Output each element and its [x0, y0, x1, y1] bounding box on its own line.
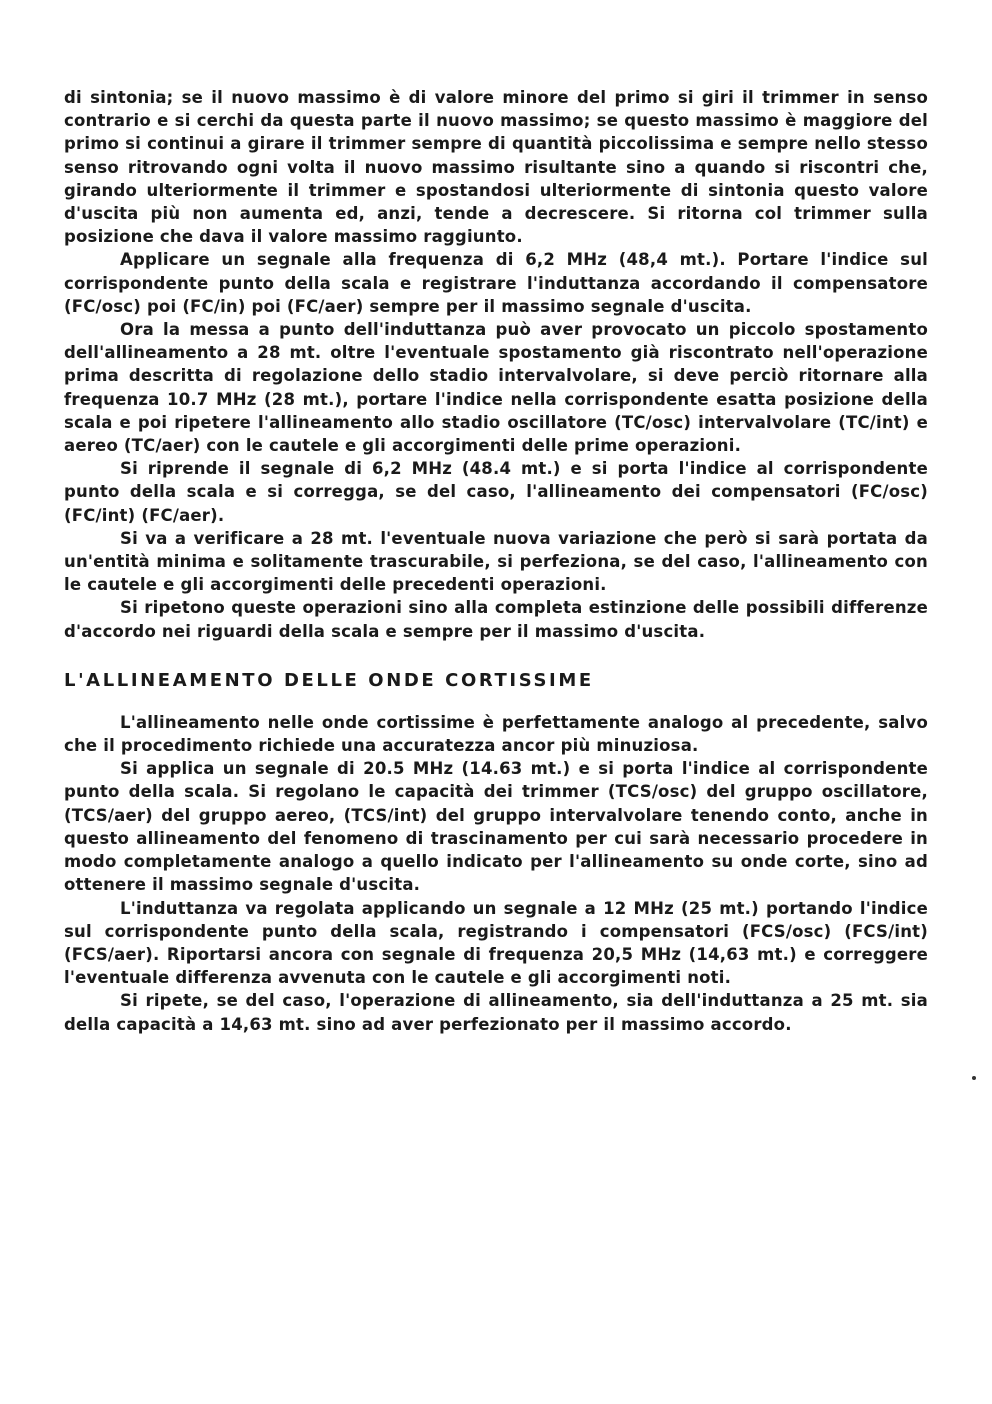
paragraph-2: Applicare un segnale alla frequenza di 6,2 MHz (48,4 mt.). Portare l'indice sul corrispondente punto della scala e registrare l'induttanza accordando il compensatore (FC/osc) poi (FC/in) poi (FC/aer) sempre per il massimo segnale d'uscita. — [64, 250, 928, 316]
scan-speck — [972, 1076, 976, 1080]
paragraph-4: Si riprende il segnale di 6,2 MHz (48.4 mt.) e si porta l'indice al corrispondente punto della scala e si corregga, se del caso, l'allineamento dei compensatori (FC/osc) (FC/int) (FC/aer). — [64, 459, 928, 525]
paragraph-8: Si applica un segnale di 20.5 MHz (14.63 mt.) e si porta l'indice al corrispondente punto della scala. Si regolano le capacità dei trimmer (TCS/osc) del gruppo oscillatore, (TCS/aer) del gruppo aereo, (TCS/int) del gruppo intervalvolare tenendo conto, anche in questo allineamento del fenomeno di trascinamento per cui sarà necessario procedere in modo completamente analogo a quello indicato per l'allineamento su onde corte, sino ad ottenere il massimo segnale d'uscita. — [64, 759, 928, 895]
paragraph-1: di sintonia; se il nuovo massimo è di valore minore del primo si giri il trimmer in senso contrario e si cerchi da questa parte il nuovo massimo; se questo massimo è maggiore del primo si continui a girare il trimmer sempre di quantità piccolissima e sempre nello stesso senso ritrovando ogni volta il nuovo massimo risultante sino a quando si riscontri che, girando ulteriormente il trimmer e spostandosi ulteriormente di sintonia questo valore d'uscita più non aumenta ed, anzi, tende a decrescere. Si ritorna col trimmer sulla posizione che dava il valore massimo raggiunto. — [64, 88, 928, 247]
paragraph-7: L'allineamento nelle onde cortissime è perfettamente analogo al precedente, salvo che il procedimento richiede una accuratezza ancor più minuziosa. — [64, 712, 928, 756]
document-page — [64, 86, 928, 1036]
paragraph-9: L'induttanza va regolata applicando un segnale a 12 MHz (25 mt.) portando l'indice sul corrispondente punto della scala, registrando i compensatori (FCS/osc) (FCS/int) (FCS/aer). Riportarsi ancora con segnale di frequenza 20,5 MHz (14,63 mt.) e correggere l'eventuale differenza avvenuta con le cautele e gli accorgimenti noti. — [64, 898, 928, 988]
paragraph-6: Si ripetono queste operazioni sino alla completa estinzione delle possibili differenze d'accordo nei riguardi della scala e sempre per il massimo d'uscita. — [64, 598, 928, 641]
paragraph-5: Si va a verificare a 28 mt. l'eventuale nuova variazione che però si sarà portata da un'entità minima e solitamente trascurabile, si perfeziona, se del caso, l'allineamento con le cautele e gli accorgimenti delle precedenti operazioni. — [64, 528, 928, 595]
paragraph-3: Ora la messa a punto dell'induttanza può aver provocato un piccolo spostamento dell'allineamento a 28 mt. oltre l'eventuale spostamento già riscontrato nell'operazione prima descritta di regolazione dello stadio intervalvolare, si deve perciò ritornare alla frequenza 10.7 MHz (28 mt.), portare l'indice nella corrispondente esatta posizione della scala e poi ripetere l'allineamento allo stadio oscillatore (TC/osc) intervalvolare (TC/int) e aereo (TC/aer) con le cautele e gli accorgimenti delle prime operazioni. — [64, 320, 928, 456]
paragraph-10: Si ripete, se del caso, l'operazione di allineamento, sia dell'induttanza a 25 mt. sia della capacità a 14,63 mt. sino ad aver perfezionato per il massimo accordo. — [64, 991, 928, 1034]
section-heading: L'ALLINEAMENTO DELLE ONDE CORTISSIME — [64, 669, 594, 691]
